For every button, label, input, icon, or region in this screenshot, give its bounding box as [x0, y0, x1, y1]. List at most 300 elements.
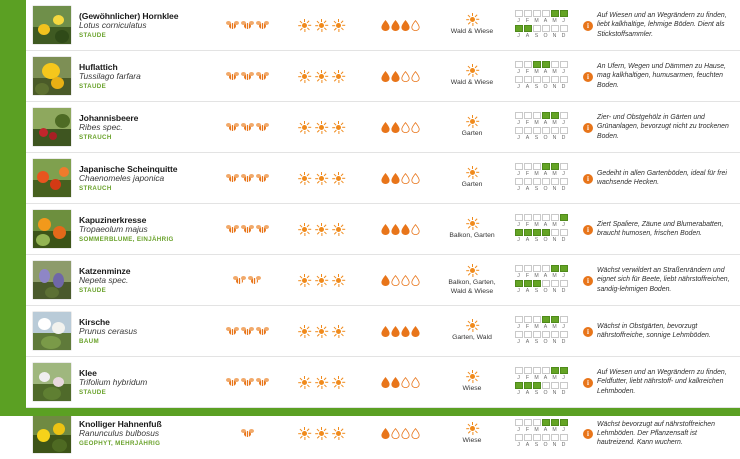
- bloom-calendar-cell: [503, 306, 579, 356]
- location-label: Wiese: [462, 385, 482, 393]
- bloom-month-cell: [551, 331, 559, 338]
- plant-common-name: Huflattich: [79, 61, 118, 72]
- note-cell: [579, 357, 740, 407]
- sun-icon: [298, 325, 311, 338]
- water-drop-empty-icon: [401, 377, 410, 388]
- bee-icon: [241, 174, 254, 183]
- bee-icon: [241, 429, 254, 438]
- bloom-calendar-month-labels: [515, 324, 568, 330]
- month-label: N: [552, 288, 557, 294]
- sun-icon: [298, 274, 311, 287]
- bloom-calendar-row-2: [515, 25, 568, 32]
- bloom-month-cell: [524, 280, 532, 287]
- water-drop-empty-icon: [411, 20, 420, 31]
- bloom-calendar: [515, 61, 568, 91]
- water-drops: [381, 71, 420, 82]
- bloom-month-cell: [542, 280, 550, 287]
- bloom-month-cell: [515, 367, 523, 374]
- location-cell: [441, 51, 503, 101]
- plant-thumbnail: [32, 107, 72, 147]
- sun-icon: [315, 70, 328, 83]
- thumbnail-shape: [53, 226, 66, 239]
- sun-icon: [315, 172, 328, 185]
- sun-icon: [466, 264, 479, 277]
- plant-type-label: GEOPHYT, MEHRJÄHRIG: [79, 440, 161, 448]
- water-drop-filled-icon: [391, 173, 400, 184]
- month-label: J: [517, 135, 520, 141]
- month-label: O: [543, 84, 548, 90]
- bloom-month-cell: [533, 367, 541, 374]
- bloom-month-cell: [551, 434, 559, 441]
- water-need-cell: [359, 51, 441, 101]
- month-label: S: [534, 237, 539, 243]
- month-label: N: [552, 441, 557, 448]
- bloom-month-cell: [560, 76, 568, 83]
- bee-value-cell: [211, 204, 283, 254]
- water-drop-filled-icon: [391, 122, 400, 133]
- month-label: M: [552, 69, 557, 75]
- month-label: D: [561, 84, 566, 90]
- month-label: A: [525, 135, 530, 141]
- water-drop-empty-icon: [411, 428, 420, 439]
- bloom-calendar: [515, 10, 568, 40]
- bloom-month-cell: [524, 419, 532, 426]
- water-drop-empty-icon: [391, 275, 400, 286]
- location-cell: [441, 153, 503, 203]
- water-drop-empty-icon: [411, 122, 420, 133]
- bloom-calendar-row-1: [515, 367, 568, 374]
- bloom-calendar-row-2: [515, 382, 568, 389]
- bloom-month-cell: [560, 434, 568, 441]
- bloom-month-cell: [560, 112, 568, 119]
- month-label: D: [561, 339, 566, 345]
- month-label: A: [543, 18, 548, 24]
- plant-thumbnail: [32, 158, 72, 198]
- plant-name-block: [79, 317, 137, 345]
- note-cell: [579, 51, 740, 101]
- bloom-month-cell: [542, 61, 550, 68]
- bee-icon: [241, 72, 254, 81]
- month-label: D: [561, 237, 566, 243]
- bloom-month-cell: [515, 127, 523, 134]
- plant-name-cell: [26, 255, 211, 305]
- table-row: [26, 102, 740, 153]
- month-label: J: [517, 288, 520, 294]
- bloom-calendar-month-labels: [515, 375, 568, 381]
- bloom-month-cell: [515, 25, 523, 32]
- bloom-month-cell: [542, 382, 550, 389]
- plant-name-block: [79, 368, 147, 396]
- month-label: J: [562, 120, 565, 126]
- location-cell: [441, 306, 503, 356]
- bloom-month-cell: [515, 382, 523, 389]
- water-drop-filled-icon: [391, 326, 400, 337]
- bloom-month-cell: [533, 265, 541, 272]
- bloom-calendar-row-1: [515, 61, 568, 68]
- plant-name-block: [79, 11, 178, 39]
- water-drop-empty-icon: [411, 224, 420, 235]
- plant-name-block: [79, 419, 162, 447]
- bloom-month-cell: [533, 163, 541, 170]
- month-label: J: [517, 186, 520, 192]
- sun-icon: [466, 422, 479, 435]
- month-label: J: [562, 273, 565, 279]
- location-cell: [441, 204, 503, 254]
- bloom-month-cell: [515, 178, 523, 185]
- month-label: A: [525, 237, 530, 243]
- bloom-month-cell: [542, 10, 550, 17]
- thumbnail-shape: [39, 372, 50, 382]
- month-label: F: [525, 375, 530, 381]
- sun-icon: [298, 376, 311, 389]
- note-text: An Ufern, Wegen und Dämmen zu Hause, mag kalkhaltigen, humusarmen, feuchten Boden.: [597, 63, 726, 89]
- month-label: A: [543, 324, 548, 330]
- plant-type-label: SOMMERBLUME, EINJÄHRIG: [79, 235, 174, 243]
- plant-name-block: [79, 62, 141, 90]
- thumbnail-shape: [50, 179, 61, 190]
- note-text: Gedeiht in allen Gartenböden, ideal für frei wachsende Hecken.: [597, 169, 727, 186]
- bloom-month-cell: [515, 76, 523, 83]
- thumbnail-shape: [38, 24, 50, 35]
- bloom-month-cell: [560, 229, 568, 236]
- note-text: Wächst verwildert an Straßenrändern und eignet sich für Beete, liebt nährstoffreichen, sandig-lehmigen Boden.: [597, 267, 730, 293]
- thumbnail-shape: [36, 234, 50, 246]
- month-label: S: [534, 84, 539, 90]
- thumbnail-shape: [39, 128, 48, 137]
- month-label: F: [525, 324, 530, 330]
- bloom-calendar-month-labels: [515, 273, 568, 279]
- month-label: S: [534, 186, 539, 192]
- water-drop-empty-icon: [391, 428, 400, 439]
- thumbnail-shape: [43, 387, 61, 400]
- info-icon: i: [583, 276, 593, 286]
- bloom-month-cell: [533, 331, 541, 338]
- month-label: J: [562, 69, 565, 75]
- note-text: Auf Wiesen und an Wegrändern zu finden, liebt kalkhaltige, lehmige Böden. Dient als Stickstoffsammler.: [597, 12, 727, 38]
- bloom-month-cell: [542, 331, 550, 338]
- bloom-calendar-cell: [503, 357, 579, 407]
- thumbnail-background-top: [33, 363, 71, 384]
- bee-value-cell: [211, 51, 283, 101]
- bloom-calendar-month-labels-2: [515, 339, 568, 345]
- note-text: Ziert Spaliere, Zäune und Blumerabatten, braucht humosen, frischen Boden.: [597, 220, 724, 237]
- month-label: M: [552, 324, 557, 330]
- bloom-month-cell: [533, 382, 541, 389]
- bee-icon: [226, 225, 239, 234]
- thumbnail-shape: [59, 167, 69, 177]
- bee-value-cell: [211, 306, 283, 356]
- plant-name-cell: [26, 306, 211, 356]
- note-cell: [579, 102, 740, 152]
- sun-icon: [332, 172, 345, 185]
- bloom-month-cell: [560, 127, 568, 134]
- month-label: D: [561, 135, 566, 141]
- plant-latin-name: Ranunculus bulbosus: [79, 428, 160, 439]
- location-label: Wiese: [462, 436, 482, 444]
- bloom-month-cell: [560, 331, 568, 338]
- month-label: S: [534, 135, 539, 141]
- bee-value-cell: [211, 102, 283, 152]
- month-label: M: [552, 120, 557, 126]
- month-label: A: [543, 222, 548, 228]
- month-label: O: [543, 390, 548, 396]
- month-label: A: [525, 186, 530, 192]
- bloom-calendar-month-labels: [515, 222, 568, 228]
- plant-common-name: Kirsche: [79, 316, 110, 327]
- month-label: O: [543, 441, 548, 448]
- month-label: F: [525, 171, 530, 177]
- note-cell: [579, 0, 740, 50]
- month-label: A: [543, 171, 548, 177]
- table-row: [26, 255, 740, 306]
- bloom-month-cell: [524, 112, 532, 119]
- month-label: J: [517, 69, 520, 75]
- water-drop-empty-icon: [411, 377, 420, 388]
- water-drops: [381, 20, 420, 31]
- location-label: Wald & Wiese: [450, 79, 494, 87]
- water-drops: [381, 377, 420, 388]
- month-label: O: [543, 186, 548, 192]
- bloom-month-cell: [560, 10, 568, 17]
- location-label: Balkon, Garten, Wald & Wiese: [448, 279, 496, 295]
- bloom-calendar: [515, 214, 568, 244]
- sun-icon: [298, 172, 311, 185]
- bee-icon: [241, 327, 254, 336]
- bloom-month-cell: [542, 214, 550, 221]
- plant-type-label: STAUDE: [79, 286, 107, 294]
- thumbnail-shape: [55, 30, 69, 43]
- sun-icon: [298, 223, 311, 236]
- bee-icon: [241, 123, 254, 132]
- note-cell: [579, 204, 740, 254]
- water-drop-empty-icon: [411, 173, 420, 184]
- info-icon: i: [583, 378, 593, 388]
- bloom-month-cell: [524, 163, 532, 170]
- bee-icon: [256, 21, 269, 30]
- sun-exposure-cell: [283, 102, 359, 152]
- bloom-calendar-row-1: [515, 163, 568, 170]
- water-drop-empty-icon: [401, 122, 410, 133]
- month-label: N: [552, 135, 557, 141]
- bloom-month-cell: [551, 367, 559, 374]
- month-label: M: [534, 120, 539, 126]
- table-row: [26, 0, 740, 51]
- bee-icon: [233, 276, 246, 285]
- bloom-calendar-month-labels: [515, 18, 568, 24]
- month-label: J: [517, 324, 520, 330]
- water-drop-empty-icon: [401, 275, 410, 286]
- sun-icon: [315, 274, 328, 287]
- bloom-month-cell: [542, 25, 550, 32]
- thumbnail-shape: [37, 171, 49, 183]
- plant-name-block: [79, 215, 174, 243]
- month-label: M: [534, 18, 539, 24]
- water-drop-empty-icon: [401, 428, 410, 439]
- month-label: O: [543, 33, 548, 39]
- bloom-calendar-row-2: [515, 280, 568, 287]
- thumbnail-shape: [39, 269, 50, 283]
- month-label: J: [517, 237, 520, 243]
- bloom-month-cell: [542, 316, 550, 323]
- bloom-calendar-cell: [503, 255, 579, 305]
- location-cell: [441, 102, 503, 152]
- bloom-month-cell: [560, 316, 568, 323]
- plant-name-cell: [26, 102, 211, 152]
- month-label: A: [525, 288, 530, 294]
- water-drop-filled-icon: [401, 20, 410, 31]
- bloom-calendar-row-2: [515, 331, 568, 338]
- bloom-month-cell: [533, 229, 541, 236]
- location-label: Balkon, Garten: [449, 232, 495, 240]
- month-label: M: [534, 273, 539, 279]
- bee-icon: [256, 327, 269, 336]
- month-label: O: [543, 135, 548, 141]
- water-drop-filled-icon: [391, 20, 400, 31]
- info-icon: i: [583, 123, 593, 133]
- month-label: F: [525, 222, 530, 228]
- bloom-month-cell: [524, 178, 532, 185]
- water-drops: [381, 173, 420, 184]
- plant-type-label: STAUDE: [79, 31, 107, 39]
- sun-icon: [332, 376, 345, 389]
- location-label: Garten: [461, 181, 483, 189]
- water-drop-empty-icon: [401, 71, 410, 82]
- plant-latin-name: Prunus cerasus: [79, 325, 138, 336]
- bloom-month-cell: [533, 10, 541, 17]
- bloom-month-cell: [515, 112, 523, 119]
- bee-value-cell: [211, 357, 283, 407]
- plant-name-block: [79, 164, 177, 192]
- bee-icon: [256, 123, 269, 132]
- sun-exposure-cell: [283, 0, 359, 50]
- month-label: N: [552, 186, 557, 192]
- water-drop-filled-icon: [401, 224, 410, 235]
- plant-type-label: STAUDE: [79, 82, 107, 90]
- sun-icon: [332, 325, 345, 338]
- thumbnail-shape: [37, 429, 50, 442]
- bee-icon: [226, 72, 239, 81]
- thumbnail-background-top: [33, 6, 71, 27]
- month-label: A: [525, 339, 530, 345]
- water-drops: [381, 326, 420, 337]
- plant-type-label: BAUM: [79, 337, 99, 345]
- bloom-month-cell: [551, 178, 559, 185]
- table-row: [26, 51, 740, 102]
- month-label: A: [543, 120, 548, 126]
- bloom-calendar-row-1: [515, 419, 568, 426]
- thumbnail-shape: [51, 77, 64, 89]
- bloom-month-cell: [542, 127, 550, 134]
- location-cell: [441, 357, 503, 407]
- water-drops: [381, 122, 420, 133]
- plant-common-name: Kapuzinerkresse: [79, 214, 147, 225]
- bloom-month-cell: [560, 178, 568, 185]
- sun-icon: [298, 19, 311, 32]
- bloom-calendar-cell: [503, 102, 579, 152]
- month-label: O: [543, 288, 548, 294]
- month-label: F: [525, 69, 530, 75]
- bloom-month-cell: [515, 316, 523, 323]
- plant-name-cell: [26, 0, 211, 50]
- bloom-calendar-month-labels-2: [515, 84, 568, 90]
- month-label: A: [525, 441, 530, 448]
- bloom-month-cell: [560, 419, 568, 426]
- bloom-month-cell: [551, 316, 559, 323]
- location-label: Wald & Wiese: [450, 28, 494, 36]
- thumbnail-shape: [41, 336, 61, 349]
- month-label: J: [517, 18, 520, 24]
- plant-latin-name: Lotus corniculatus: [79, 19, 147, 30]
- bloom-month-cell: [560, 61, 568, 68]
- bottom-accent-bar: [0, 408, 740, 416]
- month-label: A: [543, 426, 548, 433]
- water-drop-filled-icon: [381, 122, 390, 133]
- bloom-month-cell: [542, 178, 550, 185]
- bloom-month-cell: [551, 127, 559, 134]
- bloom-calendar-month-labels-2: [515, 237, 568, 243]
- info-icon: i: [583, 174, 593, 184]
- info-icon: i: [583, 429, 593, 439]
- sun-icon: [298, 427, 311, 440]
- bloom-month-cell: [533, 76, 541, 83]
- month-label: D: [561, 288, 566, 294]
- bloom-calendar-month-labels: [515, 69, 568, 75]
- month-label: J: [517, 84, 520, 90]
- bee-icon: [226, 378, 239, 387]
- bloom-month-cell: [524, 127, 532, 134]
- water-need-cell: [359, 255, 441, 305]
- sun-icon: [332, 223, 345, 236]
- bloom-calendar-row-2: [515, 229, 568, 236]
- bee-icon: [226, 327, 239, 336]
- bloom-month-cell: [524, 331, 532, 338]
- plant-latin-name: Nepeta spec.: [79, 274, 129, 285]
- bloom-calendar-month-labels: [515, 171, 568, 177]
- sun-icon: [466, 217, 479, 230]
- month-label: S: [534, 441, 539, 448]
- month-label: M: [534, 222, 539, 228]
- bloom-month-cell: [524, 10, 532, 17]
- bloom-month-cell: [542, 112, 550, 119]
- month-label: S: [534, 390, 539, 396]
- water-need-cell: [359, 204, 441, 254]
- sun-icon: [466, 166, 479, 179]
- thumbnail-shape: [38, 218, 51, 231]
- water-drop-filled-icon: [391, 224, 400, 235]
- sun-exposure-cell: [283, 153, 359, 203]
- month-label: F: [525, 273, 530, 279]
- month-label: M: [534, 69, 539, 75]
- bloom-calendar-month-labels-2: [515, 442, 568, 448]
- water-need-cell: [359, 102, 441, 152]
- plant-thumbnail: [32, 414, 72, 454]
- table-row: [26, 153, 740, 204]
- bloom-month-cell: [551, 229, 559, 236]
- table-row: [26, 306, 740, 357]
- location-label: Garten, Wald: [452, 334, 492, 342]
- bloom-calendar-cell: [503, 0, 579, 50]
- water-drop-filled-icon: [391, 377, 400, 388]
- month-label: O: [543, 237, 548, 243]
- month-label: D: [561, 186, 566, 192]
- thumbnail-shape: [53, 273, 64, 288]
- bloom-month-cell: [551, 112, 559, 119]
- left-accent-bar: [0, 0, 26, 416]
- month-label: M: [552, 273, 557, 279]
- bloom-month-cell: [542, 163, 550, 170]
- bee-icon: [256, 174, 269, 183]
- bloom-month-cell: [524, 367, 532, 374]
